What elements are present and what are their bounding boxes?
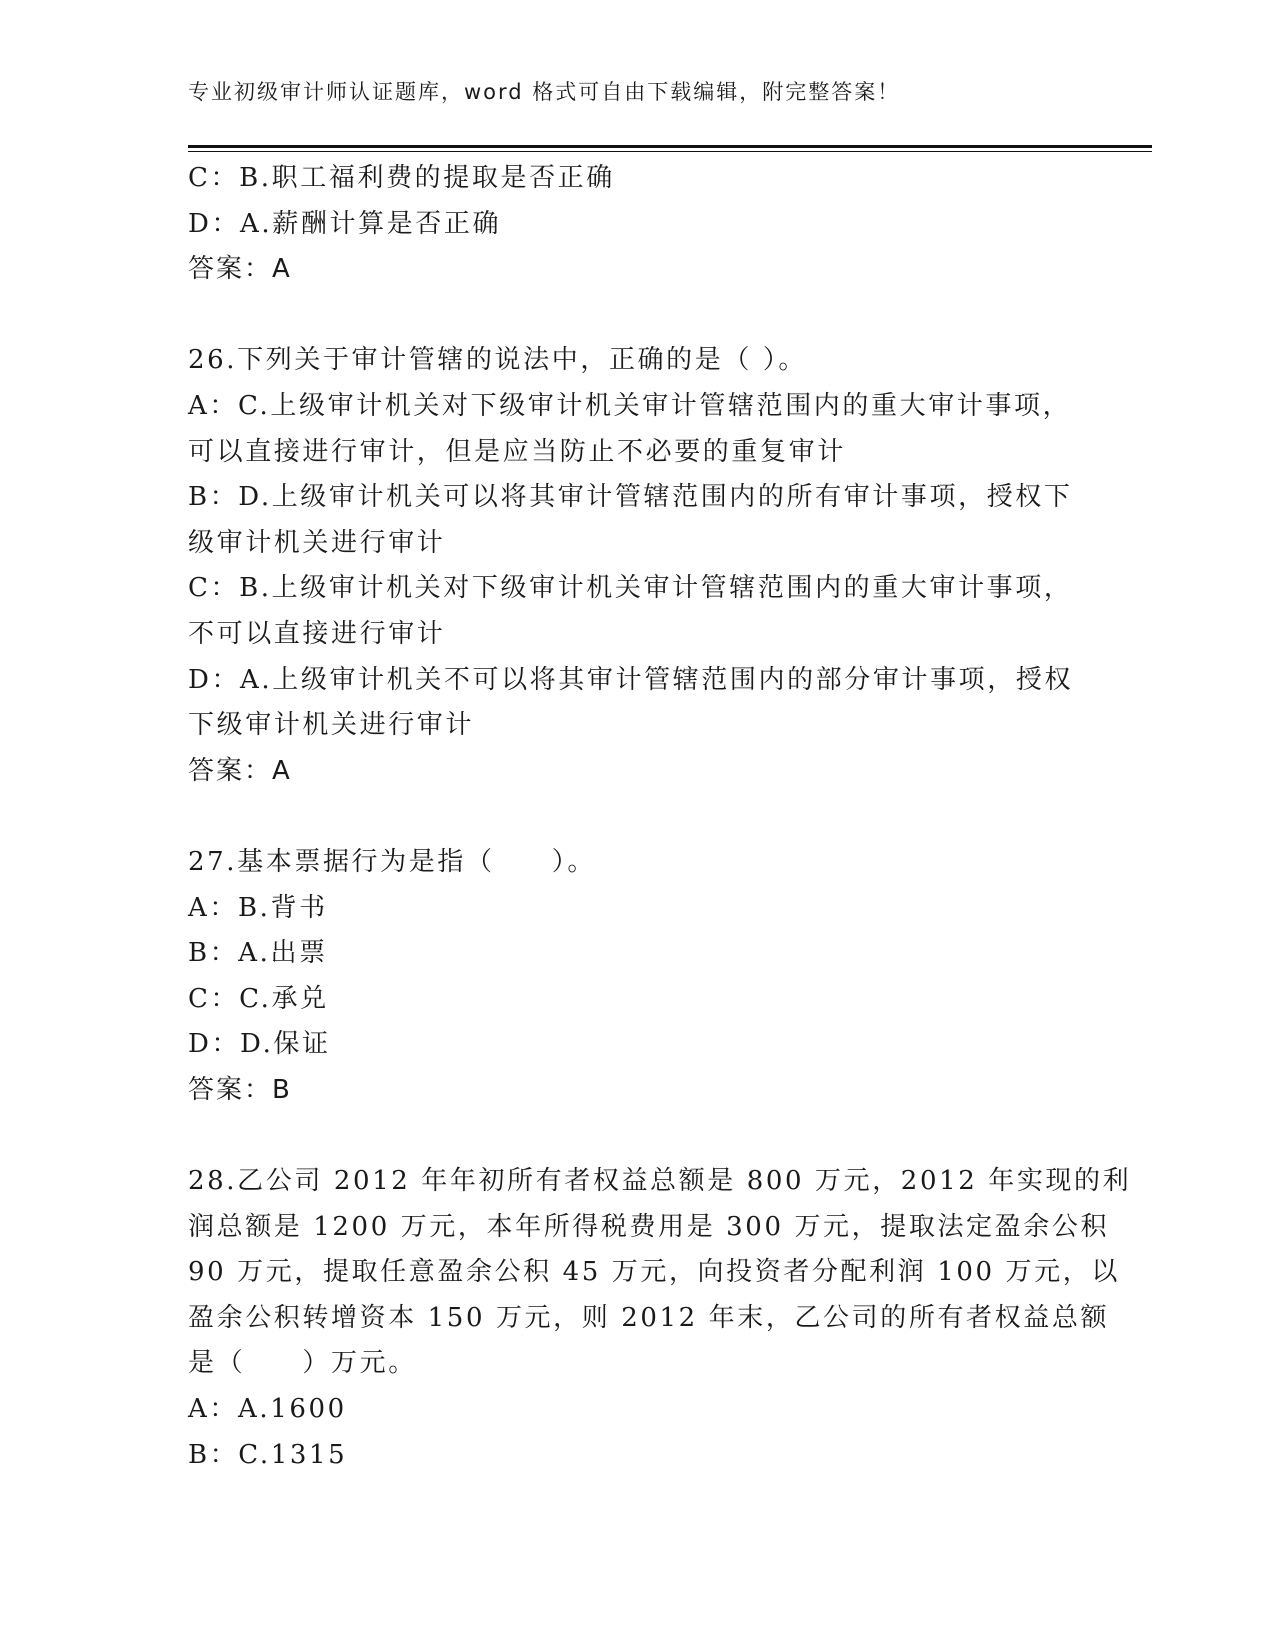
question-stem: 26.下列关于审计管辖的说法中，正确的是（ ）。 [188, 345, 808, 376]
question-28 [188, 1159, 1132, 1478]
header-rule-thin [188, 151, 1152, 152]
spacer [188, 1113, 1088, 1159]
question-27 [188, 840, 1088, 1114]
question-stem: 是（ ）万元。 [188, 1348, 417, 1379]
page-header: 专业初级审计师认证题库，word 格式可自由下载编辑，附完整答案！ [188, 80, 901, 104]
answer-line: 答案：A [188, 755, 292, 786]
question-stem: 27.基本票据行为是指（ ）。 [188, 846, 596, 877]
answer-line: 答案：B [188, 1074, 292, 1105]
option-line: D：A.薪酬计算是否正确 [188, 208, 502, 239]
spacer [188, 293, 1088, 339]
option-line: 可以直接进行审计，但是应当防止不必要的重复审计 [188, 436, 846, 467]
option-line: C：C.承兑 [188, 983, 329, 1014]
option-line: C：B.上级审计机关对下级审计机关审计管辖范围内的重大审计事项， [188, 573, 1073, 604]
option-line: C：B.职工福利费的提取是否正确 [188, 163, 615, 193]
question-stem: 28.乙公司 2012 年年初所有者权益总额是 800 万元，2012 年实现的利 [188, 1166, 1132, 1197]
question-stem: 润总额是 1200 万元，本年所得税费用是 300 万元，提取法定盈余公积 [188, 1211, 1110, 1242]
option-line: B：C.1315 [188, 1439, 348, 1470]
option-line: 级审计机关进行审计 [188, 527, 446, 558]
question-stem: 90 万元，提取任意盈余公积 45 万元，向投资者分配利润 100 万元，以 [188, 1257, 1120, 1288]
answer-line: 答案：A [188, 254, 292, 285]
option-line: B：A.出票 [188, 938, 328, 969]
option-line: 下级审计机关进行审计 [188, 710, 475, 741]
option-line: 不可以直接进行审计 [188, 618, 446, 649]
option-line: A：A.1600 [188, 1394, 347, 1425]
option-line: D：A.上级审计机关不可以将其审计管辖范围内的部分审计事项，授权 [188, 664, 1074, 695]
spacer [188, 794, 1088, 840]
option-line: A：B.背书 [188, 892, 328, 923]
header-rule-thick [188, 145, 1152, 148]
question-stem: 盈余公积转增资本 150 万元，则 2012 年末，乙公司的所有者权益总额 [188, 1302, 1110, 1333]
option-line: B：D.上级审计机关可以将其审计管辖范围内的所有审计事项，授权下 [188, 482, 1073, 513]
question-26 [188, 338, 1088, 794]
option-line: A：C.上级审计机关对下级审计机关审计管辖范围内的重大审计事项， [188, 390, 1072, 421]
option-line: D：D.保证 [188, 1029, 331, 1060]
document-body [188, 156, 1132, 1478]
